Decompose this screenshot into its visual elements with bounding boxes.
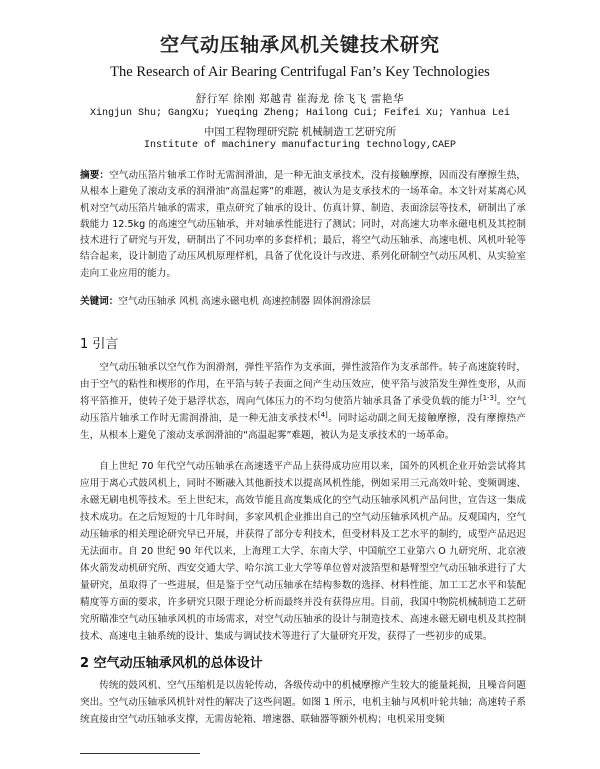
paper-title-cn: 空气动压轴承风机关键技术研究 — [159, 34, 440, 56]
authors-cn: 舒行军 徐刚 郑越青 崔海龙 徐飞飞 雷艳华 — [195, 93, 405, 105]
institution-cn: 中国工程物理研究院 机械制造工艺研究所 — [203, 126, 397, 138]
citation-1-3: [1-3] — [479, 393, 497, 402]
intro-p1-text-c: 。同时运动副之间无接触摩擦，没有摩擦热产生，从根本上避免了滚动支承润滑油的“高温起雾”难题，被认为是支承技术的一场革命。 — [80, 413, 527, 441]
intro-p1-text-b: 。空气动压箔片轴承工作时无需润滑油，是一种无油支承技术 — [80, 396, 527, 424]
section-heading-overall-design: 2 空气动压轴承风机的总体设计 — [80, 656, 263, 671]
keywords-label: 关键词： — [80, 296, 119, 307]
paper-title-en: The Research of Air Bearing Centrifugal Fan’s Key Technologies — [110, 64, 490, 80]
keywords-text: 空气动压轴承 风机 高速永磁电机 高速控制器 固体润滑涂层 — [118, 296, 371, 307]
intro-paragraph-1 — [80, 359, 526, 444]
abstract — [80, 168, 526, 282]
authors-en: Xingjun Shu; GangXu; Yueqing Zheng; Hailong Cui; Feifei Xu; Yanhua Lei — [89, 108, 511, 119]
intro-paragraph-2: 自上世纪 70 年代空气动压轴承在高速透平产品上获得成功应用以来，国外的风机企业开始尝试将其应用于离心式鼓风机上，同时不断融入其他新技术以提高风机性能，例如采用三元高效叶轮、变频调速、永磁无刷电机等技术。至上世纪末，高效节能且高度集成化的空气动压轴承风机产品问世，宣告这一集成技术成功。在之后短短的十几年时间，多家风机企业推出自己的空气动压轴承风机产品。反观国内，空气动压轴承的相关理论研究早已开展，并获得了部分专利技术，但受材料及工艺水平的制约，成型产品迟迟无法面市。自 20 世纪 90 年代以来，上海理工大学、东南大学、中国航空工业第六 O 九研究所、北京液体火箭发动机研究所、西安交通大学、哈尔滨工业大学等单位曾对波箔型和悬臂型空气动压轴承进行了大量研究，虽取得了一些进展，但是鉴于空气动压轴承在结构参数的选择、材料性能、加工工艺水平和装配精度等方面的要求，许多研究只限于理论分析而最终并没有获得应用。目前，我国中物院机械制造工艺研究所瞄准空气动压轴承风机的市场需求，对空气动压轴承的设计与制造技术、高速永磁无刷电机及其控制技术、高速电主轴系统的设计、集成与调试技术等进行了大量研究开发，获得了一些初步的成果。 — [80, 461, 526, 642]
institution-en: Institute of machinery manufacturing technology,CAEP — [143, 140, 457, 151]
section-heading-introduction: 1 引言 — [80, 337, 119, 352]
footnote-rule — [80, 753, 200, 754]
keywords — [80, 294, 526, 310]
intro-p1-text-a: 空气动压轴承以空气作为润滑剂，弹性平箔作为支承面，弹性波箔作为支承部件。转子高速旋转时，由于空气的粘性和楔形的作用，在平箔与转子表面之间产生动压效应，使平箔与波箔发生弹性变形，从而将平箔推开，使转子处于悬浮状态，周向气体压力的不均匀使箔片轴承具备了承受负载的能力 — [80, 362, 526, 407]
design-paragraph-1: 传统的鼓风机、空气压缩机是以齿轮传动，各级传动中的机械摩擦产生较大的能量耗损，且噪音问题突出。空气动压轴承风机针对性的解决了这些问题。如图 1 所示，电机主轴与风机叶轮共轴；高速转子系统直接由空气动压轴承支撑，无需齿轮箱、增速器、联轴器等额外机构；电机采用变频 — [80, 680, 526, 725]
abstract-text: 空气动压箔片轴承工作时无需润滑油，是一种无油支承技术，没有接触摩擦，因而没有摩擦生热，从根本上避免了滚动支承的润滑油“高温起雾”的难题，被认为是支承技术的一场革命。本文针对某离心风机对空气动压箔片轴承的需求，重点研究了轴承的设计、仿真计算、制造、表面涂层等技术，研制出了承载能力 12.5kg 的高速空气动压轴承，并对轴承性能进行了测试；同时，对高速大功率永磁电机及其控制技术进行了研究与开发，研制出了不同功率的多套样机；最后，将空气动压轴承、高速电机、风机叶轮等结合起来，设计制造了动压风机原理样机，具备了优化设计与改进、系列化研制空气动压风机、从实验室走向工业应用的能力。 — [80, 170, 526, 279]
citation-4: [4] — [317, 410, 328, 419]
abstract-label: 摘要： — [80, 170, 110, 181]
